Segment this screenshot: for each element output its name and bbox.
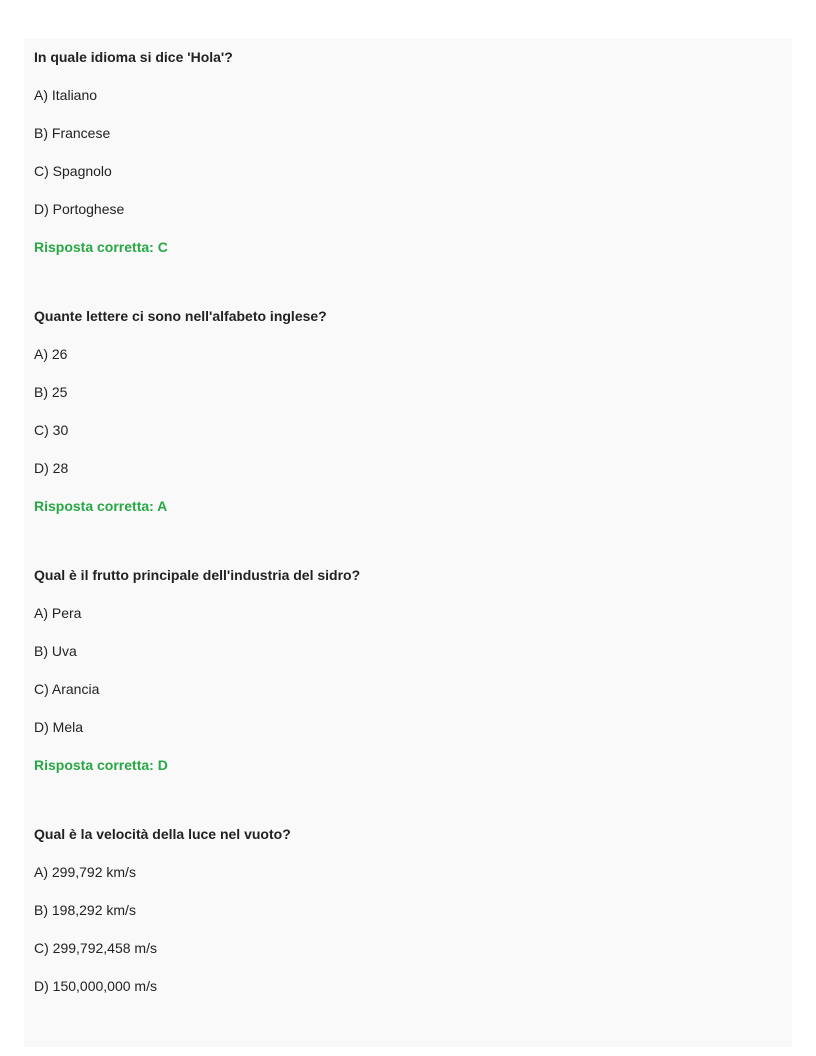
option-a: A) 26 bbox=[34, 346, 68, 362]
question-spacer bbox=[34, 784, 782, 815]
option-a: A) Italiano bbox=[34, 87, 98, 103]
question-text: Qual è la velocità della luce nel vuoto? bbox=[34, 826, 291, 842]
option-d: D) 150,000,000 m/s bbox=[34, 978, 157, 994]
question-block-4 bbox=[34, 815, 782, 1005]
option-c: C) Arancia bbox=[34, 681, 100, 697]
option-a: A) Pera bbox=[34, 605, 82, 621]
correct-answer: Risposta corretta: C bbox=[34, 239, 168, 255]
question-block-3 bbox=[34, 556, 782, 784]
correct-answer: Risposta corretta: D bbox=[34, 757, 168, 773]
question-block-2 bbox=[34, 297, 782, 525]
question-text: In quale idioma si dice 'Hola'? bbox=[34, 49, 233, 65]
question-text: Quante lettere ci sono nell'alfabeto inglese? bbox=[34, 308, 327, 324]
question-text: Qual è il frutto principale dell'industria del sidro? bbox=[34, 567, 361, 583]
option-c: C) 299,792,458 m/s bbox=[34, 940, 157, 956]
option-d: D) 28 bbox=[34, 460, 69, 476]
question-block-1 bbox=[34, 38, 782, 266]
quiz-container bbox=[24, 38, 792, 1047]
option-b: B) Uva bbox=[34, 643, 77, 659]
option-b: B) 25 bbox=[34, 384, 68, 400]
option-a: A) 299,792 km/s bbox=[34, 864, 136, 880]
correct-answer: Risposta corretta: A bbox=[34, 498, 168, 514]
option-d: D) Mela bbox=[34, 719, 84, 735]
option-b: B) Francese bbox=[34, 125, 111, 141]
question-spacer bbox=[34, 266, 782, 297]
option-c: C) 30 bbox=[34, 422, 69, 438]
option-d: D) Portoghese bbox=[34, 201, 125, 217]
question-spacer bbox=[34, 525, 782, 556]
option-c: C) Spagnolo bbox=[34, 163, 112, 179]
option-b: B) 198,292 km/s bbox=[34, 902, 136, 918]
